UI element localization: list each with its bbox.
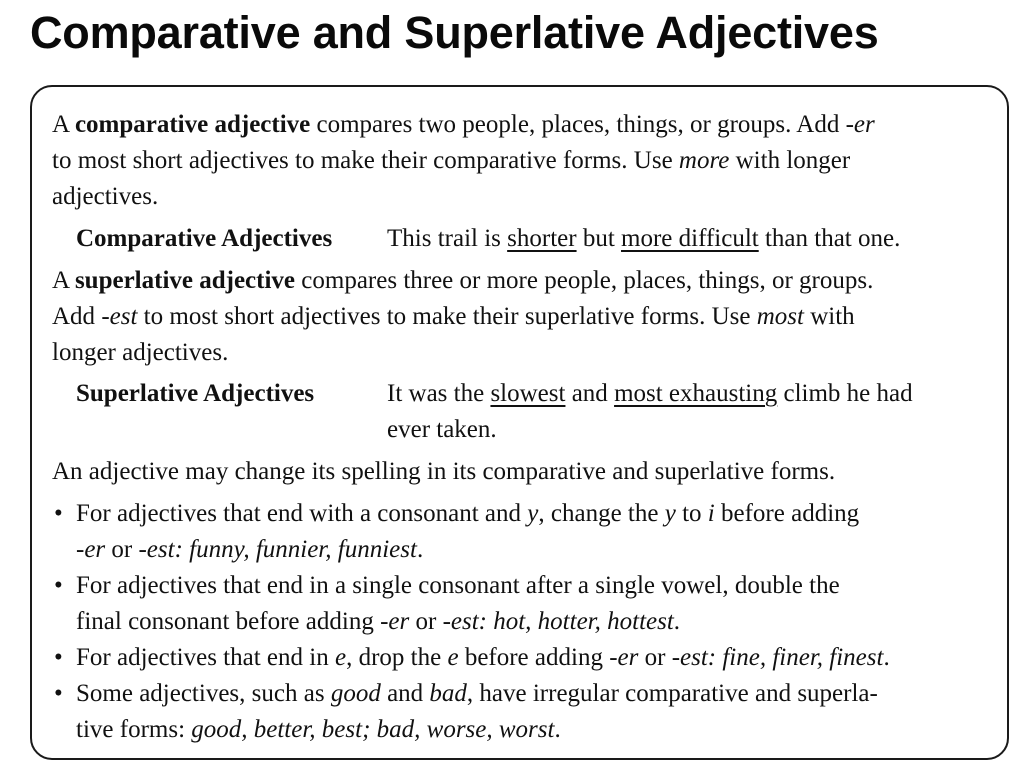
rules-box (30, 85, 1009, 760)
text: and (380, 680, 430, 707)
superlative-definition-line-3: longer adjectives. (52, 339, 229, 366)
word-most: most (756, 303, 804, 330)
text: Some adjectives, such as (76, 680, 331, 707)
letter-e: e (334, 644, 347, 671)
text: to most short adjectives to make their superlative forms. Use (137, 303, 757, 330)
word-good: good (330, 680, 381, 707)
text: , have irregular comparative and superla- (466, 680, 878, 707)
example-word-most-exhausting: most exhausting (614, 380, 778, 407)
suffix-est: -est (101, 303, 138, 330)
comparative-definition-line-1 (52, 109, 875, 141)
text: before adding (458, 644, 610, 671)
text: A (52, 111, 75, 138)
rule-2-example: -est: hot, hotter, hottest (442, 608, 674, 635)
text: . (883, 644, 890, 671)
suffix-er: -er (609, 644, 639, 671)
text: , drop the (346, 644, 448, 671)
text: . (554, 716, 561, 743)
comparative-example-label: Comparative Adjectives (76, 225, 333, 252)
rule-1-line-1 (76, 498, 859, 530)
text: but (576, 225, 622, 252)
example-word-slowest: slowest (490, 380, 566, 407)
rule-1-example: -est: funny, funnier, funniest (138, 536, 417, 563)
superlative-definition-line-1 (52, 265, 873, 297)
bullet-marker: • (54, 680, 63, 707)
superlative-example-sentence-line-1 (387, 378, 913, 410)
text: compares three or more people, places, things, or groups. (295, 267, 874, 294)
superlative-example-sentence-line-2: ever taken. (387, 416, 497, 443)
text: than that one. (758, 225, 901, 252)
spelling-intro: An adjective may change its spelling in its comparative and superlative forms. (52, 458, 836, 485)
text: For adjectives that end with a consonant and (76, 500, 528, 527)
page-title: Comparative and Superlative Adjectives (30, 7, 879, 58)
rule-4-line-1 (76, 678, 878, 710)
example-word-shorter: shorter (507, 225, 577, 252)
text: tive forms: (76, 716, 192, 743)
text: climb he had (777, 380, 913, 407)
text: to (675, 500, 708, 527)
text: before adding (714, 500, 860, 527)
text: It was the (387, 380, 491, 407)
rule-4-example: good, better, best; bad, worse, worst (191, 716, 555, 743)
rule-4-line-2 (76, 714, 561, 746)
text: . (416, 536, 424, 563)
word-more: more (678, 147, 730, 174)
text: This trail is (387, 225, 508, 252)
term-comparative-adjective: comparative adjective (74, 111, 311, 138)
rule-3-line-1 (76, 642, 890, 674)
superlative-example-label: Superlative Adjectives (76, 380, 315, 407)
letter-y: y (664, 500, 676, 527)
word-bad: bad (429, 680, 467, 707)
text: with (803, 303, 855, 330)
bullet-marker: • (54, 644, 63, 671)
text: For adjectives that end in (76, 644, 335, 671)
text: compares two people, places, things, or groups. Add (310, 111, 846, 138)
letter-i: i (707, 500, 715, 527)
text: . (673, 608, 681, 635)
text: and (565, 380, 615, 407)
text: or (105, 536, 139, 563)
text: final consonant before adding (76, 608, 381, 635)
rule-3-example: -est: fine, finer, finest (671, 644, 884, 671)
bullet-marker: • (54, 500, 63, 527)
rule-2-line-2 (76, 606, 680, 638)
suffix-er: -er (845, 111, 875, 138)
comparative-definition-line-3: adjectives. (52, 183, 159, 210)
superlative-definition-line-2 (52, 301, 855, 333)
suffix-er: -er (76, 536, 106, 563)
comparative-definition-line-2 (52, 145, 850, 177)
letter-e: e (447, 644, 459, 671)
text: with longer (729, 147, 851, 174)
suffix-er: -er (380, 608, 410, 635)
text: to most short adjectives to make their comparative forms. Use (52, 147, 679, 174)
text: Add (52, 303, 102, 330)
comparative-example-sentence (387, 223, 900, 255)
text: A (52, 267, 75, 294)
example-word-more-difficult: more difficult (621, 225, 759, 252)
text: , change the (538, 500, 665, 527)
letter-y: y (527, 500, 539, 527)
bullet-marker: • (54, 572, 63, 599)
text: or (638, 644, 672, 671)
rule-1-line-2 (76, 534, 423, 566)
text: or (409, 608, 443, 635)
rule-2-line-1: For adjectives that end in a single consonant after a single vowel, double the (76, 572, 840, 599)
term-superlative-adjective: superlative adjective (74, 267, 296, 294)
